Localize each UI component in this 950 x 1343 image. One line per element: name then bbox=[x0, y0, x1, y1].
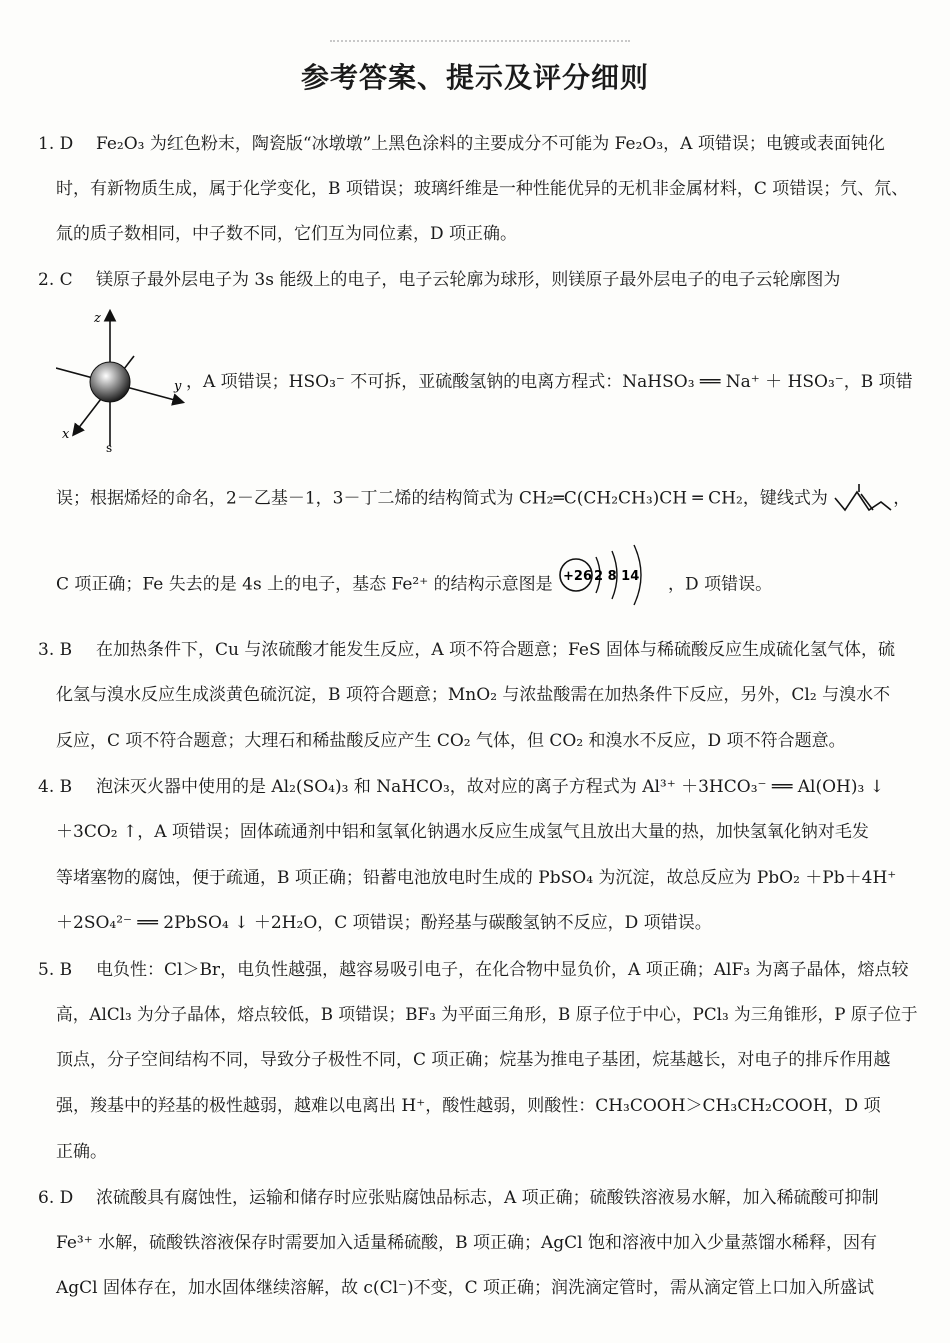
q2-line-1 bbox=[38, 268, 840, 292]
s-label: s bbox=[106, 441, 113, 455]
q5-line-2: 高，AlCl₃ 为分子晶体，熔点较低，B 项错误；BF₃ 为平面三角形，B 原子位于中心，PCl₃ 为三角锥形，P 原子位于 bbox=[56, 1005, 918, 1025]
q2-text-1: 镁原子最外层电子为 3s 能级上的电子，电子云轮廓为球形，则镁原子最外层电子的电子云轮廓图为 bbox=[96, 270, 841, 290]
s-orbital-sphere bbox=[90, 362, 130, 402]
q6-text-1: 浓硫酸具有腐蚀性，运输和储存时应张贴腐蚀品标志，A 项正确；硫酸铁溶液易水解，加入稀硫酸可抑制 bbox=[96, 1188, 879, 1208]
nucleus-charge: +26 bbox=[563, 569, 593, 584]
q3-line-3: 反应，C 项不符合题意；大理石和稀盐酸反应产生 CO₂ 气体，但 CO₂ 和溴水不反应，D 项不符合题意。 bbox=[56, 731, 846, 751]
q2-line-3 bbox=[56, 484, 910, 514]
q5-line-1 bbox=[38, 958, 908, 982]
skeletal-formula-icon bbox=[833, 484, 893, 514]
q3-number: 3. B bbox=[38, 640, 73, 660]
y-axis-label: y bbox=[174, 379, 182, 394]
q2-line-4 bbox=[56, 563, 772, 607]
q1-line-1 bbox=[38, 132, 885, 156]
q6-line-3: AgCl 固体存在，加水固体继续溶解，故 c(Cl⁻)不变，C 项正确；润洗滴定管时，需从滴定管上口加入所盛试 bbox=[56, 1278, 875, 1298]
q2-text-3: 误；根据烯烃的命名，2－乙基－1，3－丁二烯的结构简式为 CH₂═C(CH₂CH₃)CH ═ CH₂，键线式为 bbox=[56, 488, 828, 509]
q4-line-3: 等堵塞物的腐蚀，便于疏通，B 项正确；铅蓄电池放电时生成的 PbSO₄ 为沉淀，故总反应为 PbO₂ ＋Pb＋4H⁺ bbox=[56, 868, 897, 888]
q2-text-4b: ，D 项错误。 bbox=[668, 574, 773, 595]
q1-number: 1. D bbox=[38, 134, 74, 154]
q1-text-1: Fe₂O₃ 为红色粉末，陶瓷版“冰墩墩”上黑色涂料的主要成分不可能为 Fe₂O₃，A 项错误；电镀或表面钝化 bbox=[96, 134, 885, 154]
q4-line-1 bbox=[38, 775, 884, 799]
q5-line-5: 正确。 bbox=[56, 1142, 107, 1162]
q5-number: 5. B bbox=[38, 960, 73, 980]
q3-line-1 bbox=[38, 638, 895, 662]
q6-line-1 bbox=[38, 1186, 879, 1210]
q2-text-3-end: ， bbox=[893, 488, 911, 509]
faded-header-rule bbox=[330, 40, 630, 50]
q5-line-4: 强，羧基中的羟基的极性越弱，越难以电离出 H⁺，酸性越弱，则酸性：CH₃COOH＞CH₃CH₂COOH，D 项 bbox=[56, 1096, 881, 1116]
q2-text-4a: C 项正确；Fe 失去的是 4s 上的电子，基态 Fe²⁺ 的结构示意图是 bbox=[56, 574, 553, 595]
q4-number: 4. B bbox=[38, 777, 73, 797]
q4-line-2: ＋3CO₂ ↑，A 项错误；固体疏通剂中铝和氢氧化钠遇水反应生成氢气且放出大量的热，加快氢氧化钠对毛发 bbox=[56, 822, 869, 842]
q2-number: 2. C bbox=[38, 270, 73, 290]
q3-line-2: 化氢与溴水反应生成淡黄色硫沉淀，B 项符合题意；MnO₂ 与浓盐酸需在加热条件下反应，另外，Cl₂ 与溴水不 bbox=[56, 685, 891, 705]
q6-number: 6. D bbox=[38, 1188, 74, 1208]
q4-text-1: 泡沫灭火器中使用的是 Al₂(SO₄)₃ 和 NaHCO₃，故对应的离子方程式为 Al³⁺ ＋3HCO₃⁻ ══ Al(OH)₃ ↓ bbox=[96, 777, 884, 797]
q6-line-2: Fe³⁺ 水解，硫酸铁溶液保存时需要加入适量稀硫酸，B 项正确；AgCl 饱和溶液中加入少量蒸馏水稀释，因有 bbox=[56, 1233, 878, 1253]
electron-shells: 2 8 14 bbox=[594, 569, 640, 584]
fe2plus-structure-diagram bbox=[558, 543, 668, 607]
s-orbital-diagram bbox=[56, 306, 196, 456]
q1-line-2: 时，有新物质生成，属于化学变化，B 项错误；玻璃纤维是一种性能优异的无机非金属材料，C 项错误；氕、氘、 bbox=[56, 179, 909, 199]
page-title: 参考答案、提示及评分细则 bbox=[300, 61, 649, 94]
q5-text-1: 电负性：Cl＞Br，电负性越强，越容易吸引电子，在化合物中显负价，A 项正确；AlF₃ 为离子晶体，熔点较 bbox=[96, 960, 909, 980]
q4-line-4: ＋2SO₄²⁻ ══ 2PbSO₄ ↓ ＋2H₂O，C 项错误；酚羟基与碳酸氢钠不反应，D 项错误。 bbox=[56, 913, 712, 933]
z-axis-label: z bbox=[94, 311, 101, 326]
q2-line-2: ，A 项错误；HSO₃⁻ 不可拆，亚硫酸氢钠的电离方程式：NaHSO₃ ══ Na⁺ ＋ HSO₃⁻，B 项错 bbox=[186, 372, 913, 392]
q5-line-3: 顶点，分子空间结构不同，导致分子极性不同，C 项正确；烷基为推电子基团，烷基越长，对电子的排斥作用越 bbox=[56, 1050, 891, 1070]
x-axis-label: x bbox=[62, 427, 70, 442]
q3-text-1: 在加热条件下，Cu 与浓硫酸才能发生反应，A 项不符合题意；FeS 固体与稀硫酸反应生成硫化氢气体，硫 bbox=[96, 640, 896, 660]
q1-line-3: 氚的质子数相同，中子数不同，它们互为同位素，D 项正确。 bbox=[56, 224, 518, 244]
